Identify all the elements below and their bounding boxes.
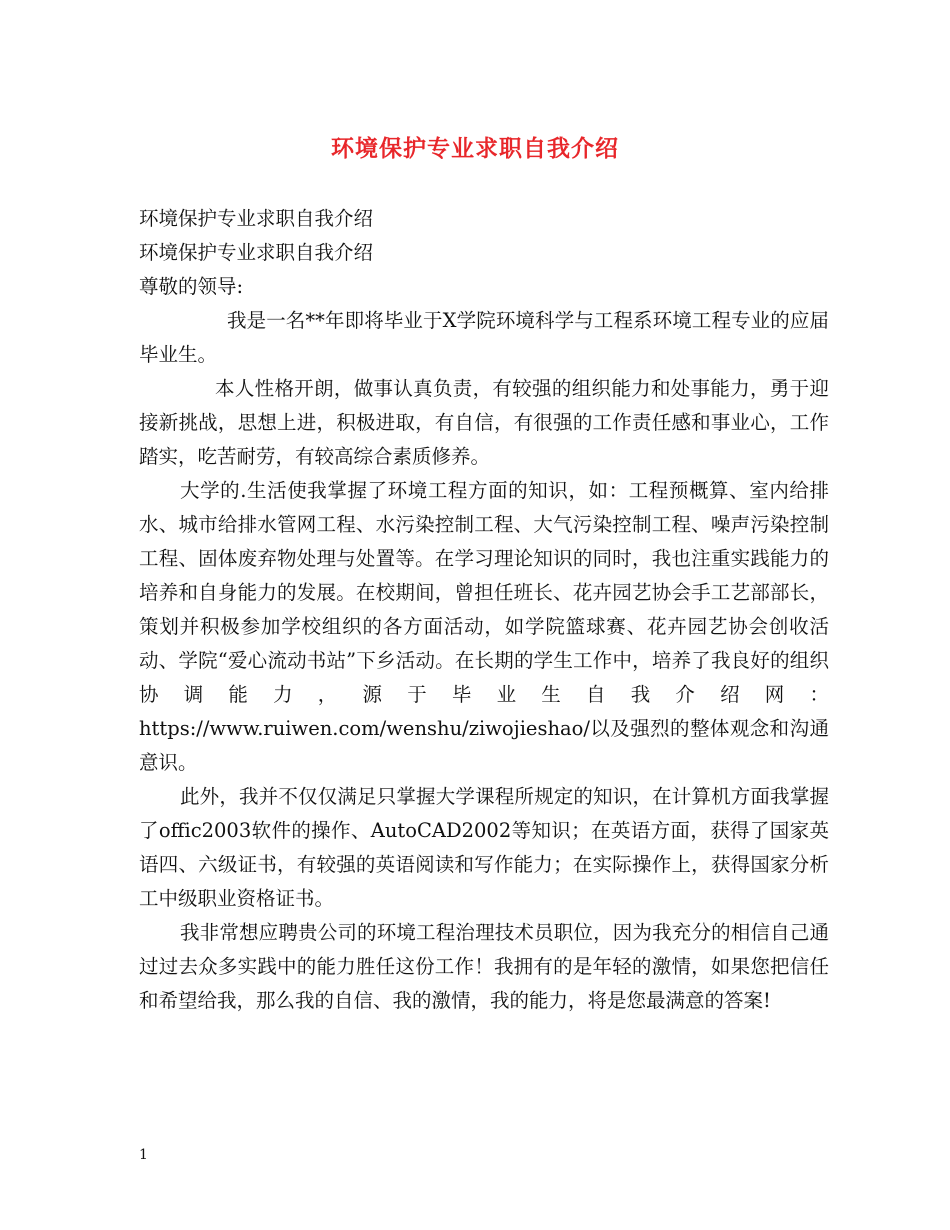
document-body xyxy=(139,202,829,1018)
paragraph-closing: 我非常想应聘贵公司的环境工程治理技术员职位，因为我充分的相信自己通过过去众多实践中的能力胜任这份工作！我拥有的是年轻的激情，如果您把信任和希望给我，那么我的自信、我的激情，我的能力，将是您最满意的答案! xyxy=(139,921,829,1012)
greeting-line: 尊敬的领导: xyxy=(139,275,244,298)
page-number: 1 xyxy=(139,1147,148,1163)
paragraph-skills: 此外，我并不仅仅满足只掌握大学课程所规定的知识，在计算机方面我掌握了offic2003软件的操作、AutoCAD2002等知识；在英语方面，获得了国家英语四、六级证书，有较强的英语阅读和写作能力；在实际操作上，获得国家分析工中级职业资格证书。 xyxy=(139,785,829,910)
paragraph-university: 大学的.生活使我掌握了环境工程方面的知识，如：工程预概算、室内给排水、城市给排水管网工程、水污染控制工程、大气污染控制工程、噪声污染控制工程、固体废弃物处理与处置等。在学习理论知识的同时，我也注重实践能力的培养和自身能力的发展。在校期间，曾担任班长、花卉园艺协会手工艺部部长，策划并积极参加学校组织的各方面活动，如学院篮球赛、花卉园艺协会创收活动、学院“爱心流动书站”下乡活动。在长期的学生工作中，培养了我良好的组织协调能力，源于毕业生自我介绍网：https://www.ruiwen.com/wenshu/ziwojieshao/以及强烈的整体观念和沟通意识。 xyxy=(139,479,829,774)
subtitle-line-1: 环境保护专业求职自我介绍 xyxy=(139,207,374,230)
subtitle-line-2: 环境保护专业求职自我介绍 xyxy=(139,241,374,264)
document-title: 环境保护专业求职自我介绍 xyxy=(331,135,619,162)
paragraph-personality: 本人性格开朗，做事认真负责，有较强的组织能力和处事能力，勇于迎接新挑战，思想上进，积极进取，有自信，有很强的工作责任感和事业心，工作踏实，吃苦耐劳，有较高综合素质修养。 xyxy=(139,377,829,468)
paragraph-intro: 我是一名**年即将毕业于X学院环境科学与工程系环境工程专业的应届毕业生。 xyxy=(139,309,829,366)
